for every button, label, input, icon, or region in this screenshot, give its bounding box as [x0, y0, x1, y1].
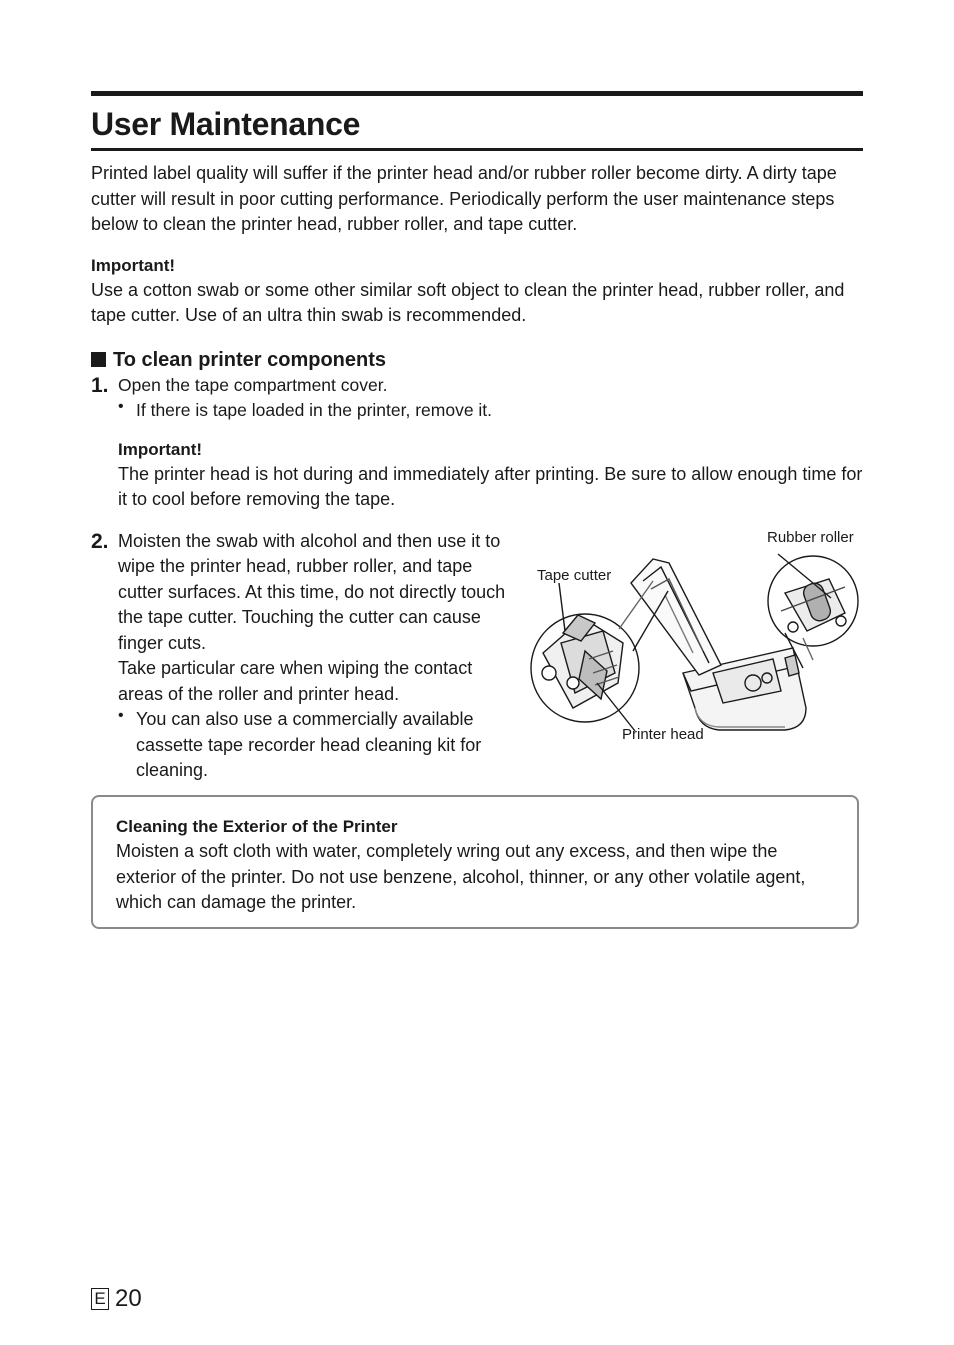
step-1-bullet	[118, 398, 863, 424]
label-printer-head: Printer head	[622, 725, 704, 743]
step-number: 1.	[91, 373, 109, 397]
language-badge: E	[91, 1288, 109, 1310]
important-text: Use a cotton swab or some other similar soft object to clean the printer head, rubber roller, and tape cutter. Use of an ultra thin swab is recommended.	[91, 279, 845, 325]
step-1-important-label: Important!	[118, 439, 203, 459]
page-content	[91, 91, 863, 784]
step-number: 2.	[91, 529, 109, 553]
top-rule	[91, 91, 863, 96]
box-title: Cleaning the Exterior of the Printer	[116, 817, 398, 836]
exterior-cleaning-box	[91, 795, 859, 929]
step-1-important	[118, 438, 863, 513]
step-1-text: Open the tape compartment cover.	[118, 374, 388, 395]
step-1-important-text: The printer head is hot during and immediately after printing. Be sure to allow enough time for it to cool before removing the tape.	[118, 463, 863, 509]
section-heading	[91, 347, 863, 373]
page-title: User Maintenance	[91, 106, 361, 142]
title-rule	[91, 148, 863, 151]
bullet-dot-icon: •	[118, 398, 124, 415]
label-tape-cutter: Tape cutter	[537, 566, 612, 584]
step-2-text-2: Take particular care when wiping the contact areas of the roller and printer head.	[118, 658, 473, 704]
page-footer	[91, 1285, 142, 1313]
important-label: Important!	[91, 255, 176, 275]
step-2-bullet-text: You can also use a commercially available cassette tape recorder head cleaning kit for cleaning.	[136, 709, 482, 780]
printer-illustration	[523, 523, 863, 773]
step-1	[91, 373, 863, 424]
label-rubber-roller: Rubber roller	[767, 528, 854, 546]
step-2	[91, 529, 863, 784]
box-text: Moisten a soft cloth with water, completely wring out any excess, and then wipe the exterior of the printer. Do not use benzene, alcohol, thinner, or any other volatile agent, which can damage the printer.	[116, 841, 806, 912]
intro-paragraph: Printed label quality will suffer if the printer head and/or rubber roller become dirty. A dirty tape cutter will result in poor cutting performance. Periodically perform the user maintenance steps below to clean the printer head, rubber roller, and tape cutter.	[91, 163, 837, 234]
bullet-dot-icon: •	[118, 707, 124, 724]
step-2-text: Moisten the swab with alcohol and then use it to wipe the printer head, rubber roller, and tape cutter surfaces. At this time, do not directly touch the tape cutter. Touching the cutter can cause finger cuts.	[118, 530, 506, 653]
step-1-bullet-text: If there is tape loaded in the printer, remove it.	[136, 400, 493, 420]
square-bullet-icon	[91, 352, 106, 367]
section-heading-text: To clean printer components	[113, 348, 386, 371]
page-number: 20	[115, 1285, 142, 1312]
step-2-bullet	[118, 707, 521, 784]
